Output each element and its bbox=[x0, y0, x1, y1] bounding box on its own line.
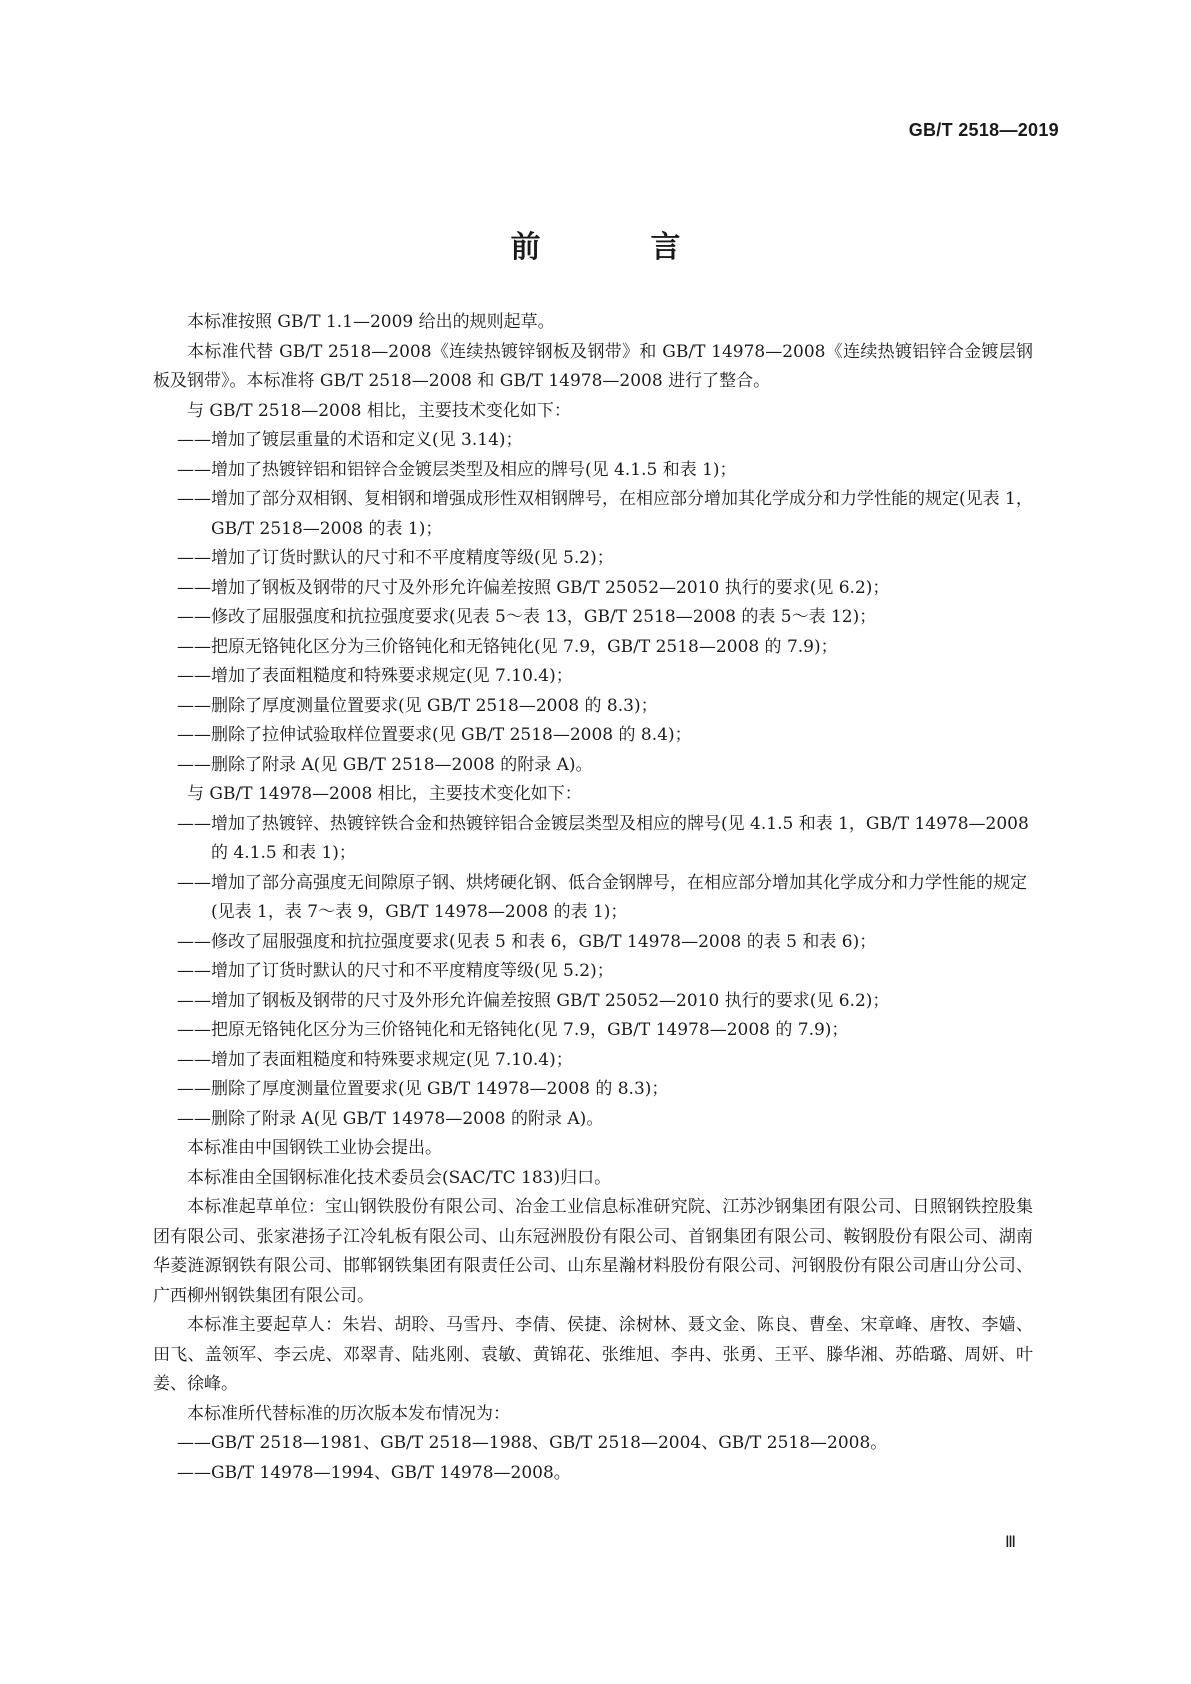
foreword-body bbox=[153, 308, 1033, 1488]
dash-marker: —— bbox=[177, 430, 211, 450]
list-item: —— 增加了镀层重量的术语和定义(见 3.14)； bbox=[153, 426, 1033, 456]
changes-heading-14978: 与 GB/T 14978—2008 相比，主要技术变化如下： bbox=[187, 784, 582, 804]
proposed-by: 本标准由中国钢铁工业协会提出。 bbox=[187, 1138, 442, 1158]
list-item: —— 增加了表面粗糙度和特殊要求规定(见 7.10.4)； bbox=[153, 1046, 1033, 1076]
dash-marker: —— bbox=[177, 666, 211, 686]
list-item: —— 增加了表面粗糙度和特殊要求规定(见 7.10.4)； bbox=[153, 662, 1033, 692]
changes-list-2518 bbox=[153, 426, 1033, 780]
changes-list-14978 bbox=[153, 810, 1033, 1135]
list-item: —— 增加了订货时默认的尺寸和不平度精度等级(见 5.2)； bbox=[153, 957, 1033, 987]
dash-marker: —— bbox=[177, 754, 211, 775]
list-item: —— 增加了钢板及钢带的尺寸及外形允许偏差按照 GB/T 25052—2010 执行的要求(见 6.2)； bbox=[153, 574, 1033, 604]
list-item: —— 修改了屈服强度和抗拉强度要求(见表 5～表 13，GB/T 2518—2008 的表 5～表 12)； bbox=[153, 603, 1033, 633]
dash-marker: —— bbox=[177, 961, 211, 981]
dash-marker: —— bbox=[177, 1462, 211, 1483]
intro-paragraph: 本标准代替 GB/T 2518—2008《连续热镀锌钢板及钢带》和 GB/T 14978—2008《连续热镀铝锌合金镀层钢板及钢带》。本标准将 GB/T 2518—2008 和 GB/T 14978—2008 进行了整合。 bbox=[153, 341, 1033, 391]
dash-marker: —— bbox=[177, 695, 211, 716]
list-item: —— 增加了热镀锌铝和铝锌合金镀层类型及相应的牌号(见 4.1.5 和表 1)； bbox=[153, 456, 1033, 486]
list-item: —— 增加了部分双相钢、复相钢和增强成形性双相钢牌号，在相应部分增加其化学成分和力学性能的规定(见表 1，GB/T 2518—2008 的表 1)； bbox=[153, 485, 1033, 544]
dash-marker: —— bbox=[177, 459, 211, 480]
drafters: 本标准主要起草人：朱岩、胡聆、马雪丹、李倩、侯捷、涂树林、聂文金、陈良、曹垒、宋章峰、唐牧、李嫱、田飞、盖领军、李云虎、邓翠青、陆兆刚、袁敏、黄锦花、张维旭、李冉、张勇、王平、滕华湘、苏皓璐、周妍、叶姜、徐峰。 bbox=[153, 1315, 1033, 1394]
intro-paragraph: 本标准按照 GB/T 1.1—2009 给出的规则起草。 bbox=[187, 312, 555, 332]
dash-marker: —— bbox=[177, 990, 211, 1011]
list-item: —— 修改了屈服强度和抗拉强度要求(见表 5 和表 6，GB/T 14978—2008 的表 5 和表 6)； bbox=[153, 928, 1033, 958]
dash-marker: —— bbox=[177, 548, 211, 568]
page-number: Ⅲ bbox=[1004, 1534, 1016, 1551]
drafting-units: 本标准起草单位：宝山钢铁股份有限公司、冶金工业信息标准研究院、江苏沙钢集团有限公司、日照钢铁控股集团有限公司、张家港扬子江冷轧板有限公司、山东冠洲股份有限公司、首钢集团有限公司、鞍钢股份有限公司、湖南华菱涟源钢铁有限公司、邯郸钢铁集团有限责任公司、山东星瀚材料股份有限公司、河钢股份有限公司唐山分公司、广西柳州钢铁集团有限公司。 bbox=[153, 1197, 1033, 1306]
list-item: —— 增加了热镀锌、热镀锌铁合金和热镀锌铝合金镀层类型及相应的牌号(见 4.1.5 和表 1，GB/T 14978—2008 的 4.1.5 和表 1)； bbox=[153, 810, 1033, 869]
dash-marker: —— bbox=[177, 813, 211, 834]
list-item: —— 删除了拉伸试验取样位置要求(见 GB/T 2518—2008 的 8.4)； bbox=[153, 721, 1033, 751]
page-title: 前 言 bbox=[510, 230, 721, 265]
dash-marker: —— bbox=[177, 489, 211, 509]
dash-marker: —— bbox=[177, 1433, 211, 1453]
history-list bbox=[153, 1429, 1033, 1488]
dash-marker: —— bbox=[177, 607, 211, 627]
list-item: —— GB/T 14978—1994、GB/T 14978—2008。 bbox=[153, 1459, 1033, 1489]
standard-number: GB/T 2518—2019 bbox=[908, 120, 1059, 140]
changes-heading-2518: 与 GB/T 2518—2008 相比，主要技术变化如下： bbox=[187, 400, 571, 421]
dash-marker: —— bbox=[177, 725, 211, 745]
list-item: —— 把原无铬钝化区分为三价铬钝化和无铬钝化(见 7.9，GB/T 14978—2008 的 7.9)； bbox=[153, 1016, 1033, 1046]
list-item: —— 删除了附录 A(见 GB/T 14978—2008 的附录 A)。 bbox=[153, 1105, 1033, 1135]
dash-marker: —— bbox=[177, 1108, 211, 1129]
list-item: —— 增加了订货时默认的尺寸和不平度精度等级(见 5.2)； bbox=[153, 544, 1033, 574]
dash-marker: —— bbox=[177, 931, 211, 952]
dash-marker: —— bbox=[177, 1079, 211, 1099]
list-item: —— 增加了部分高强度无间隙原子钢、烘烤硬化钢、低合金钢牌号，在相应部分增加其化学成分和力学性能的规定(见表 1，表 7～表 9，GB/T 14978—2008 的表 1)； bbox=[153, 869, 1033, 928]
list-item: —— 删除了附录 A(见 GB/T 2518—2008 的附录 A)。 bbox=[153, 751, 1033, 781]
list-item: —— 把原无铬钝化区分为三价铬钝化和无铬钝化(见 7.9，GB/T 2518—2008 的 7.9)； bbox=[153, 633, 1033, 663]
list-item: —— 增加了钢板及钢带的尺寸及外形允许偏差按照 GB/T 25052—2010 执行的要求(见 6.2)； bbox=[153, 987, 1033, 1017]
list-item: —— 删除了厚度测量位置要求(见 GB/T 14978—2008 的 8.3)； bbox=[153, 1075, 1033, 1105]
managed-by: 本标准由全国钢标准化技术委员会(SAC/TC 183)归口。 bbox=[187, 1167, 612, 1188]
dash-marker: —— bbox=[177, 577, 211, 598]
list-item: —— GB/T 2518—1981、GB/T 2518—1988、GB/T 2518—2004、GB/T 2518—2008。 bbox=[153, 1429, 1033, 1459]
dash-marker: —— bbox=[177, 1049, 211, 1070]
dash-marker: —— bbox=[177, 636, 211, 657]
dash-marker: —— bbox=[177, 872, 211, 893]
dash-marker: —— bbox=[177, 1020, 211, 1040]
history-intro: 本标准所代替标准的历次版本发布情况为： bbox=[187, 1403, 510, 1424]
list-item: —— 删除了厚度测量位置要求(见 GB/T 2518—2008 的 8.3)； bbox=[153, 692, 1033, 722]
